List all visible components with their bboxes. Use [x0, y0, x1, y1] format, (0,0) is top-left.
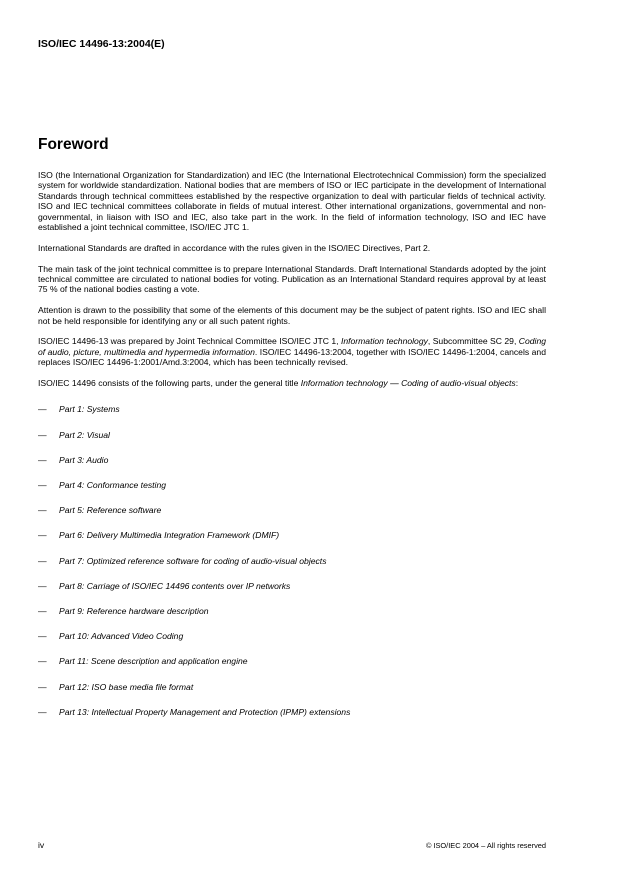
list-dash: — [38, 681, 47, 692]
document-id: ISO/IEC 14496-13:2004(E) [38, 38, 165, 50]
list-dash: — [38, 631, 47, 642]
list-item: — Part 12: ISO base media file format [38, 681, 194, 692]
list-item: — Part 4: Conformance testing [38, 480, 166, 491]
parts-list [38, 404, 546, 731]
paragraph-organizations: ISO (the International Organization for Standardization) and IEC (the International Electrotechnical Commission) form the specialized system for worldwide standardization. National bodies that are members of ISO or IEC participate in the development of International Standards through technical committees established by the respective organization to deal with particular fields of technical activity. ISO and IEC technical committees collaborate in fields of mutual interest. Other international organizations, governmental and non-governmental, in liaison with ISO and IEC, also take part in the work. In the field of information technology, ISO and IEC have established a joint technical committee, ISO/IEC JTC 1. [38, 170, 546, 233]
page-number: iv [38, 840, 45, 850]
list-dash: — [38, 429, 47, 440]
list-item: — Part 8: Carriage of ISO/IEC 14496 contents over IP networks [38, 580, 291, 591]
paragraph-main-task: The main task of the joint technical committee is to prepare International Standards. Draft International Standards adopted by the joint technical committee are circulated to national bodies for voting. Publication as an International Standard requires approval by at least 75 % of the national bodies casting a vote. [38, 263, 546, 295]
list-dash: — [38, 580, 47, 591]
copyright-notice: © ISO/IEC 2004 – All rights reserved [425, 841, 546, 850]
list-dash: — [38, 480, 47, 491]
list-item: — Part 11: Scene description and application engine [38, 656, 248, 667]
list-item: — Part 3: Audio [38, 454, 109, 465]
list-dash: — [38, 605, 47, 616]
list-dash: — [38, 555, 47, 566]
page-title: Foreword [38, 136, 109, 153]
paragraph-preparation: ISO/IEC 14496-13 was prepared by Joint Technical Committee ISO/IEC JTC 1, Information technology, Subcommittee SC 29, Coding of audio, picture, multimedia and hypermedia information. ISO/IEC 14496-13:2004, together with ISO/IEC 14496-1:2004, cancels and replaces ISO/IEC 14496-1:2001/Amd.3:2004, which has been technically revised. [38, 336, 546, 368]
list-item: — Part 6: Delivery Multimedia Integration Framework (DMIF) [38, 530, 280, 541]
list-item: — Part 13: Intellectual Property Management and Protection (IPMP) extensions [38, 706, 351, 717]
paragraph-directives: International Standards are drafted in accordance with the rules given in the ISO/IEC Directives, Part 2. [38, 242, 431, 253]
list-dash: — [38, 454, 47, 465]
list-dash: — [38, 530, 47, 541]
list-item: — Part 5: Reference software [38, 505, 162, 516]
list-item: — Part 9: Reference hardware description [38, 605, 209, 616]
list-item: — Part 10: Advanced Video Coding [38, 631, 184, 642]
list-dash: — [38, 656, 47, 667]
paragraph-patent-rights: Attention is drawn to the possibility that some of the elements of this document may be the subject of patent rights. ISO and IEC shall not be held responsible for identifying any or all such patent rights. [38, 305, 546, 326]
foreword-body [38, 170, 546, 732]
list-dash: — [38, 404, 47, 415]
list-item: — Part 2: Visual [38, 429, 110, 440]
list-item: — Part 7: Optimized reference software for coding of audio-visual objects [38, 555, 327, 566]
list-dash: — [38, 505, 47, 516]
paragraph-parts-intro: ISO/IEC 14496 consists of the following parts, under the general title Information technology — Coding of audio-visual objects: [38, 378, 519, 389]
list-dash: — [38, 706, 47, 717]
list-item: — Part 1: Systems [38, 404, 120, 415]
